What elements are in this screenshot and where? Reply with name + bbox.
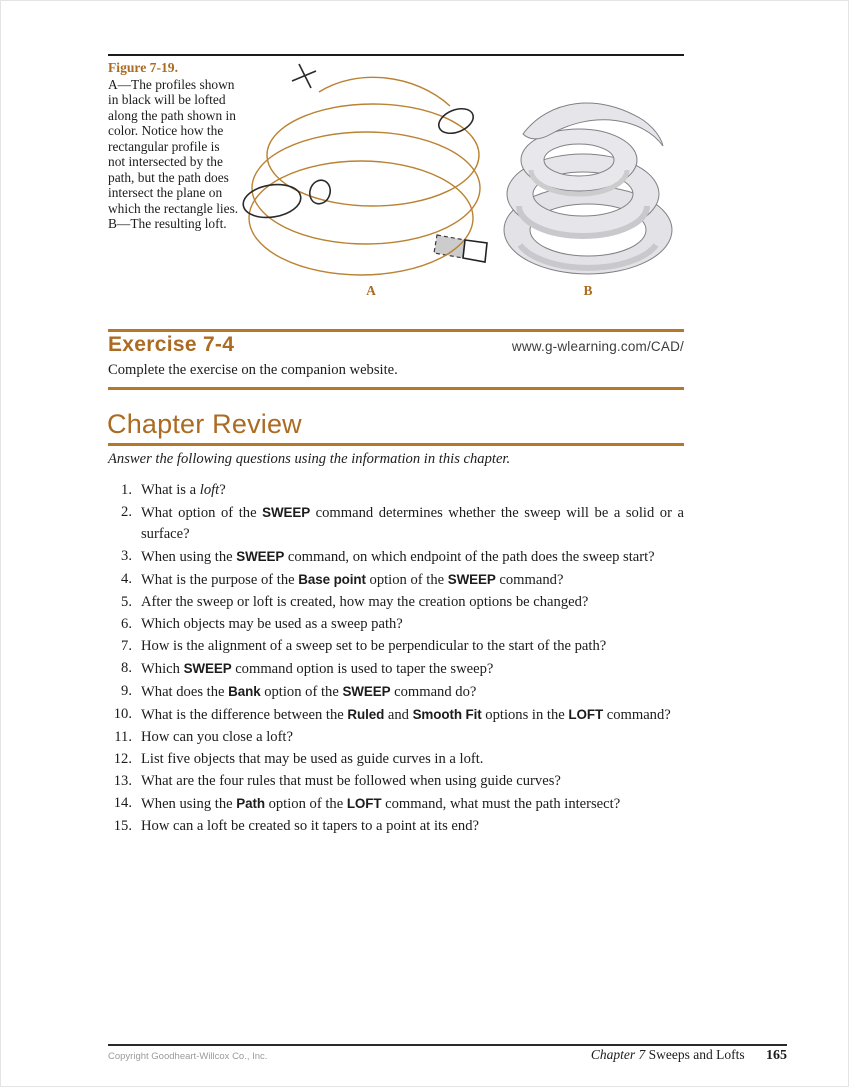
question-number: 2. [121,504,132,520]
exercise-instruction: Complete the exercise on the companion website. [108,362,398,378]
question-number: 5. [121,594,132,610]
question-text: Which objects may be used as a sweep path? [141,616,403,632]
question-number: 6. [121,616,132,632]
rect-profile-hidden [434,235,465,258]
figure-label-a: A [366,283,376,298]
ellipse-profile-left [241,181,303,222]
question-text: Which SWEEP command option is used to taper the sweep? [141,661,494,677]
footer-chapter-info [591,1047,787,1064]
question-item [108,502,684,545]
question-number: 10. [113,706,132,722]
question-item [108,704,684,726]
question-item [108,793,684,815]
profiles [241,64,477,221]
question-item [108,816,684,837]
figure-caption-title: Figure 7-19. [108,60,178,75]
figure-a-image [235,58,495,290]
exercise-url: www.g-wlearning.com/CAD/ [511,339,684,354]
question-item [108,546,684,568]
question-item [108,480,684,501]
question-item [108,681,684,703]
question-number: 12. [113,751,132,767]
exercise-rule-bottom [108,387,684,390]
figure-label-b: B [583,283,593,298]
footer [108,1047,787,1064]
question-text: What are the four rules that must be followed when using guide curves? [141,773,561,789]
exercise-title: Exercise 7-4 [108,333,235,356]
question-text: How can a loft be created so it tapers to a point at its end? [141,818,479,834]
question-text: How is the alignment of a sweep set to be perpendicular to the start of the path? [141,638,607,654]
question-item [108,592,684,613]
footer-rule [108,1044,787,1046]
loft-render [493,90,681,284]
question-number: 13. [113,773,132,789]
figure-b-image [493,90,681,284]
chapter-review-rule [108,443,684,446]
question-number: 3. [121,548,132,564]
footer-chapter-label: Chapter 7 [590,1047,646,1062]
question-item [108,727,684,748]
question-number: 14. [113,795,132,811]
top-rule [108,54,684,56]
chapter-review-title: Chapter Review [107,409,302,439]
question-text: What does the Bank option of the SWEEP command do? [141,684,477,700]
question-text: After the sweep or loft is created, how may the creation options be changed? [141,594,589,610]
question-number: 9. [121,683,132,699]
question-item [108,569,684,591]
question-text: What is the purpose of the Base point option of the SWEEP command? [141,572,564,588]
ellipse-profile-top [435,104,477,138]
question-number: 7. [121,638,132,654]
question-number: 8. [121,660,132,676]
question-text: How can you close a loft? [141,729,293,745]
footer-chapter-title: Sweeps and Lofts [648,1047,745,1062]
chapter-review-intro: Answer the following questions using the information in this chapter. [108,451,511,467]
question-text: What is the difference between the Ruled and Smooth Fit options in the LOFT command? [141,707,671,723]
question-item [108,771,684,792]
question-text: When using the SWEEP command, on which endpoint of the path does the sweep start? [141,549,655,565]
figure-caption [108,60,239,232]
question-item [108,636,684,657]
questions-list [108,480,684,838]
question-text: When using the Path option of the LOFT command, what must the path intersect? [141,796,621,812]
question-item [108,658,684,680]
figure-caption-text: A—The profiles shown in black will be lofted along the path shown in color. Notice how the rectangular profile is not intersected by the path, but the path does intersect the plane on which the rectangle lies. B—The resulting loft. [108,76,239,231]
rect-profile-visible [463,240,487,262]
question-text: What option of the SWEEP command determines whether the sweep will be a solid or a surface? [141,505,684,542]
footer-copyright: Copyright Goodheart-Willcox Co., Inc. [108,1051,268,1062]
question-item [108,749,684,770]
question-number: 4. [121,571,132,587]
question-text: List five objects that may be used as guide curves in a loft. [141,751,484,767]
question-number: 1. [121,482,132,498]
exercise-rule-top [108,329,684,332]
question-text: What is a loft? [141,482,226,498]
exercise-header [108,333,684,357]
question-number: 15. [113,818,132,834]
question-item [108,614,684,635]
footer-page-number: 165 [766,1048,787,1063]
question-number: 11. [114,729,132,745]
helix-path-drawing [235,58,495,290]
